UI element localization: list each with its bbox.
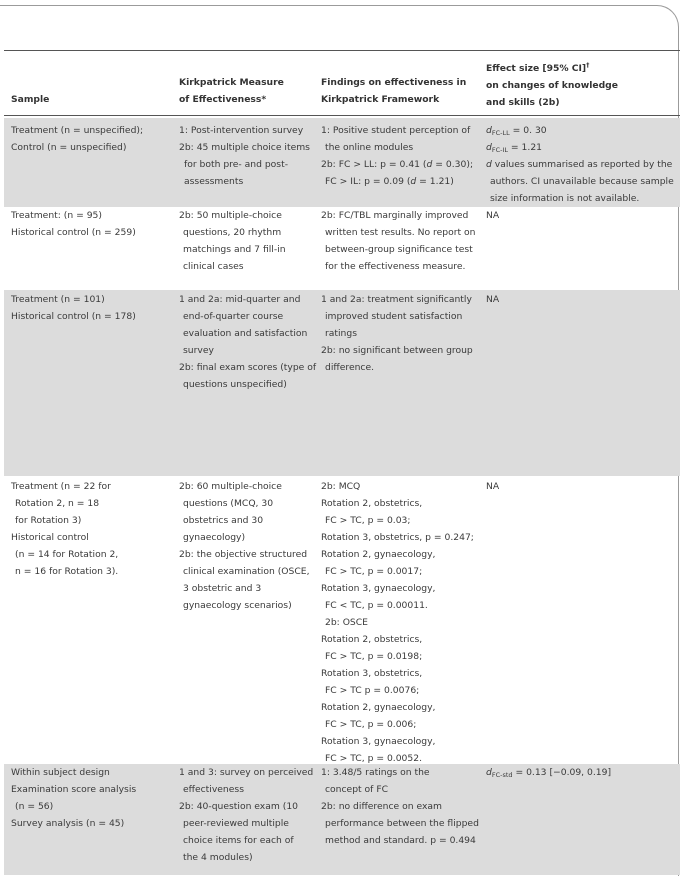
header-effect-size: Effect size [95% CI]† on changes of knowledge and skills (2b) xyxy=(486,61,618,109)
effect-cell: NA xyxy=(486,294,500,305)
table-row xyxy=(4,764,680,875)
findings-cell: 1: 3.48/5 ratings on the concept of FC 2b: no difference on exam performance between the flipped method and standard. p = 0.494 xyxy=(321,767,479,846)
sample-cell: Treatment (n = unspecified); Control (n = unspecified) xyxy=(11,125,144,153)
effect-cell: NA xyxy=(486,481,500,492)
findings-cell: 2b: FC/TBL marginally improved written test results. No report on between-group significance test for the effectiveness measure. xyxy=(321,210,476,272)
header-bottom-rule xyxy=(4,115,680,116)
findings-cell: 1: Positive student perception of the online modules 2b: FC > LL: p = 0.41 (d = 0.30); FC > IL: p = 0.09 (d = 1.21) xyxy=(321,125,474,187)
findings-cell: 2b: MCQ Rotation 2, obstetrics, FC > TC, p = 0.03; Rotation 3, obstetrics, p = 0.247; Rotation 2, gynaecology, FC > TC, p = 0.0017; Rotation 3, gynaecology, FC < TC, p = 0.00011. 2b: OSCE Rotation 2, obstetrics, FC > TC, p = 0.0198; Rotation 3, obstetrics, FC > TC p = 0.0076; Rotation 2, gynaecology, FC > TC, p = 0.006; Rotation 3, gynaecology, FC > TC, p = 0.0052. xyxy=(321,481,474,764)
effect-cell: $d_{FC-LL} = 0$. 30 $d_{FC-IL} = 1.21$ d values summarised as reported by the authors. CI unavailable because sample size information is not available. xyxy=(486,125,674,204)
measure-cell: 2b: 50 multiple-choice questions, 20 rhythm matchings and 7 fill-in clinical cases xyxy=(179,210,286,272)
table-row xyxy=(4,290,680,476)
measure-cell: 1 and 3: survey on perceived effectiveness 2b: 40-question exam (10 peer-reviewed multiple choice items for each of the 4 modules) xyxy=(179,767,314,863)
header-findings: Findings on effectiveness in Kirkpatrick Framework xyxy=(321,77,467,105)
header-top-rule xyxy=(4,50,680,51)
header-kirkpatrick-measure: Kirkpatrick Measure of Effectiveness* xyxy=(179,77,284,105)
effect-cell: $d_{FC-std} = 0.13$ [−0.09, 0.19] xyxy=(486,767,612,779)
table-row xyxy=(4,118,680,207)
sample-cell: Treatment (n = 101) Historical control (n = 178) xyxy=(11,294,136,322)
sample-cell: Treatment: (n = 95) Historical control (n = 259) xyxy=(11,210,136,238)
table-row xyxy=(4,207,680,290)
effect-cell: NA xyxy=(486,210,500,221)
table-row xyxy=(4,476,680,764)
measure-cell: 1 and 2a: mid-quarter and end-of-quarter course evaluation and satisfaction survey 2b: final exam scores (type of questions unspecified) xyxy=(179,294,317,390)
header-sample: Sample xyxy=(11,94,50,105)
sample-cell: Within subject design Examination score analysis (n = 56) Survey analysis (n = 45) xyxy=(11,767,137,829)
sample-cell: Treatment (n = 22 for Rotation 2, n = 18 for Rotation 3) Historical control (n = 14 for Rotation 2, n = 16 for Rotation 3). xyxy=(11,481,119,577)
measure-cell: 2b: 60 multiple-choice questions (MCQ, 30 obstetrics and 30 gynaecology) 2b: the objective structured clinical examination (OSCE, 3 obstetric and 3 gynaecology scenarios) xyxy=(179,481,310,611)
findings-cell: 1 and 2a: treatment significantly improved student satisfaction ratings 2b: no significant between group difference. xyxy=(321,294,473,373)
measure-cell: 1: Post-intervention survey 2b: 45 multiple choice items for both pre- and post- assessments xyxy=(179,125,310,187)
